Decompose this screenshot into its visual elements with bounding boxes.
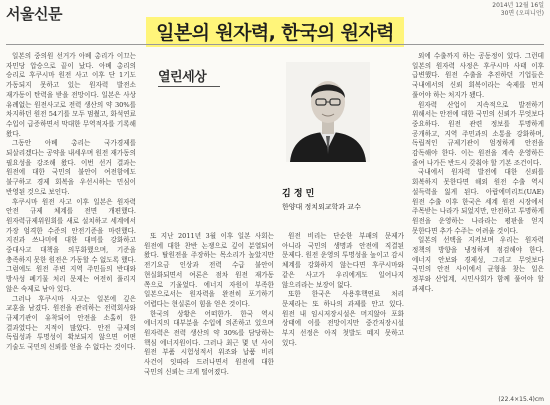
paragraph: 국내에서 원자력 발전에 대한 신뢰를 회복하지 못한다면 해외 원전 수출 역시 설득력을 잃게 된다. 아랍에미리트(UAE) 원전 수출 이후 한국은 세계 원전 시장에서 주목받는 나라가 되었지만, 안전하고 투명하게 원전을 운영하는 나라라는 평판을 얻지 못한다면 추가 수주는 어려울 것이다.: [412, 168, 544, 235]
headline-wrapper: [0, 17, 550, 47]
paragraph: 외에 수출까지 하는 공동정이 있다. 그런데 일본의 원자력 사정은 후쿠시마 사태 이후 급변했다. 원전 수출을 추진하던 기업들은 국내에서의 신뢰 회복이라는 숙제를 먼저 풀어야 하는 처지가 됐다.: [412, 52, 544, 99]
paragraph: 일본의 선택을 지켜보며 우리는 원자력 정책의 방향을 냉정하게 점검해야 한다. 에너지 안보와 경제성, 그리고 무엇보다 국민의 안전 사이에서 균형을 찾는 일은 정부와 산업계, 시민사회가 함께 풀어야 할 과제다.: [412, 236, 544, 293]
clipping-dimensions: (22.4×15.4)cm: [498, 396, 544, 403]
paragraph: 또한 한국은 사용후핵연료 처리 문제라는 또 하나의 과제를 안고 있다. 원전 내 임시저장시설은 머지않아 포화 상태에 이를 전망이지만 중간저장시설 부지 선정은 아직 첫발도 떼지 못하고 있다.: [282, 290, 404, 347]
issue-date: 2014년 12월 16일: [492, 2, 544, 9]
paragraph: 그러나 후쿠시마 사고는 일본에 깊은 교훈을 남겼다. 원전을 관리하는 전력회사와 규제기관이 유착되어 안전을 소홀히 한 결과였다는 지적이 많았다. 안전 규제의 독립성과 투명성이 확보되지 않으면 어떤 기술도 국민의 신뢰를 얻을 수 없다는 것이다.: [6, 294, 136, 352]
paragraph: 한국의 상황은 어떠한가. 한국 역시 에너지의 대부분을 수입에 의존하고 있으며 원자력은 전력 생산의 약 30%를 담당하는 핵심 에너지원이다. 그러나 최근 몇 년 사이 원전 부품 시험성적서 위조와 납품 비리 사건이 잇따라 드러나면서 원전에 대한 국민의 신뢰는 크게 떨어졌다.: [144, 309, 274, 376]
paragraph: 그동안 아베 총리는 국가경제를 되살리겠다는 공약을 내세우며 원전 재가동의 필요성을 강조해 왔다. 이번 선거 결과는 원전에 대한 국민의 불안이 여전함에도 불구하고 경제 회복을 우선시하는 민심이 반영된 것으로 보인다.: [6, 139, 136, 196]
body-column-4: [412, 52, 544, 392]
body-column-3: [282, 232, 404, 392]
issue-page: 30면 (오피니언): [500, 9, 544, 17]
paragraph: 또 지난 2011년 3월 이후 일본 사회는 원전에 대한 찬반 논쟁으로 깊이 분열되어 왔다. 탈원전을 주장하는 목소리가 높았지만 전기요금 인상과 전력 수급 불안이 현실화되면서 여론은 점차 원전 재가동 쪽으로 기울었다. 에너지 자원이 부족한 일본으로서는 원자력을 완전히 포기하기 어렵다는 현실론이 힘을 얻은 것이다.: [144, 232, 274, 308]
headline-divider: [6, 44, 544, 45]
author-affiliation: 한양대 정치외교학과 교수: [282, 203, 361, 211]
column-series-title: 열린세상: [158, 70, 207, 85]
author-portrait-image: [286, 62, 370, 162]
author-name: 김 정 민: [282, 189, 315, 199]
column-header-box: [144, 52, 404, 224]
paragraph: 후쿠시마 원전 사고 이후 일본은 원자력 안전 규제 체계를 전면 개편했다. 원자력규제위원회를 새로 설치하고 세계에서 가장 엄격한 수준의 안전기준을 마련했다. 지진과 쓰나미에 대한 대비를 강화하고 중대사고 대책을 의무화했으며, 기준을 충족하지 못한 원전은 가동할 수 없도록 했다. 그럼에도 원전 주변 지역 주민들의 반대와 방사성 폐기물 처리 문제는 여전히 풀리지 않은 숙제로 남아 있다.: [6, 197, 136, 293]
body-column-2: [144, 232, 274, 392]
newspaper-masthead: 서울신문: [6, 5, 62, 23]
column-title-underline: [158, 86, 220, 87]
body-column-1: [6, 52, 136, 392]
paragraph: 원자력 산업이 지속적으로 발전하기 위해서는 안전에 대한 국민의 신뢰가 무엇보다 중요하다. 원전 관련 정보를 투명하게 공개하고, 지역 주민과의 소통을 강화하며, 독립적인 규제기관이 엄정하게 안전을 감독해야 한다. 이는 원전을 계속 운영하든 줄여 나가든 반드시 갖춰야 할 기본 조건이다.: [412, 100, 544, 167]
paragraph: 원전 비리는 단순한 부패의 문제가 아니라 국민의 생명과 안전에 직결된 문제다. 원전 운영의 투명성을 높이고 감시 체계를 강화하지 않는다면 후쿠시마와 같은 사고가 우리에게도 일어나지 않으리라는 보장이 없다.: [282, 232, 404, 289]
article-headline: 일본의 원자력, 한국의 원자력: [146, 17, 404, 47]
article-body: [6, 52, 544, 392]
paragraph: 일본의 중의원 선거가 아베 총리가 이끄는 자민당 압승으로 끝이 났다. 아베 총리의 승리로 후쿠시마 원전 사고 이후 단 1기도 가동되지 못하고 있는 원자력 발전소 재가동이 탄력을 받을 전망이다. 일본은 사상 유례없는 원전사고로 전력 생산의 약 30%를 차지하던 원전 54기를 모두 멈췄고, 화석연료 수입이 급증하면서 막대한 무역적자를 기록해 왔다.: [6, 52, 136, 138]
issue-info: [492, 2, 544, 17]
